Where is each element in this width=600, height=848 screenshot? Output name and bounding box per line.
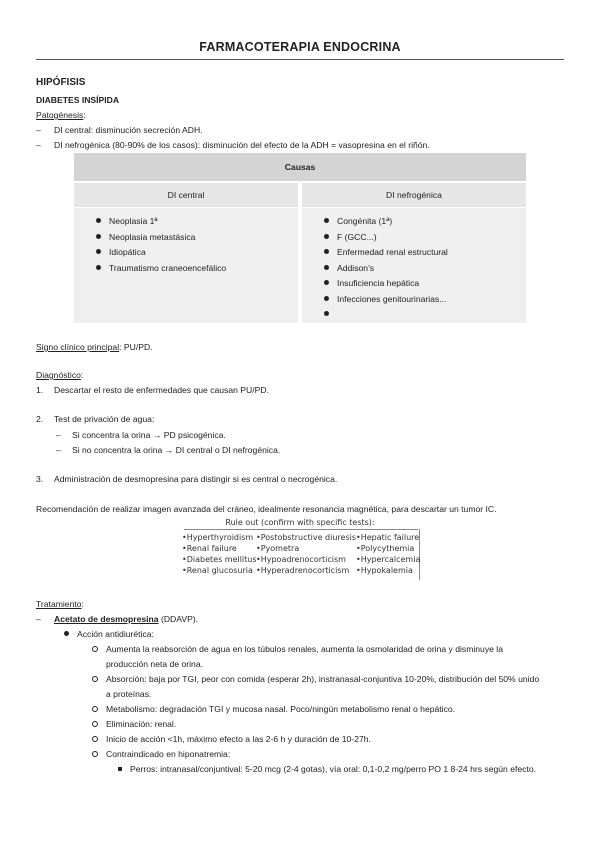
dash-marker: – xyxy=(36,140,41,150)
bullet-icon xyxy=(96,234,101,239)
section-heading: HIPÓFISIS xyxy=(36,77,86,88)
rule-out-divider xyxy=(184,529,418,530)
diagnosis-step-2: Test de privación de agua: xyxy=(54,414,155,424)
list-item xyxy=(324,276,448,292)
dose-text: Perros: intranasal/conjuntival: 5-20 mcg (2-4 gotas), vía oral: 0,1-0,2 mg/perro PO 1 8-24 hrs según efecto. xyxy=(130,764,537,774)
clinical-sign-label: Signo clínico principal xyxy=(36,342,120,352)
step-number: 3. xyxy=(36,474,44,484)
step-number: 2. xyxy=(36,414,44,424)
bullet-icon xyxy=(324,234,329,239)
list-item xyxy=(324,292,448,308)
list-item: •Hypoadrenocorticism xyxy=(256,555,346,564)
treatment-drug-line xyxy=(54,614,198,625)
dose-line xyxy=(118,764,536,775)
treatment-heading xyxy=(36,599,84,610)
circle-bullet-icon xyxy=(92,706,98,712)
cause-text: Neoplasia metastásica xyxy=(109,231,196,242)
cause-text: Insuficiencia hepática xyxy=(337,278,420,288)
list-item: •Polycythemia xyxy=(356,544,415,553)
list-item xyxy=(324,261,448,277)
circle-bullet-icon xyxy=(92,676,98,682)
list-item xyxy=(96,245,226,261)
rule-out-col-2 xyxy=(256,532,356,576)
list-item: •Hypercalcemia xyxy=(356,555,421,564)
treatment-point-cont: producción neta de orina. xyxy=(106,659,203,669)
dash-marker: – xyxy=(36,614,41,624)
cause-text: Infecciones genitourinarias... xyxy=(337,293,447,304)
causes-col-central-body xyxy=(74,208,298,323)
bullet-icon xyxy=(96,249,101,254)
pathogenesis-item: DI nefrogénica (80-90% de los casos): disminución del efecto de la ADH = vasopresina en el riñón. xyxy=(54,140,430,150)
dash-marker: – xyxy=(56,430,61,440)
dash-marker: – xyxy=(56,445,61,455)
list-item xyxy=(324,307,448,323)
cause-text: Traumatismo craneoencefálico xyxy=(109,262,227,273)
diagnosis-step-2-sub: Si no concentra la orina → DI central o DI nefrogénica. xyxy=(72,445,281,455)
treatment-point xyxy=(92,719,176,730)
list-item: •Postobstructive diuresis xyxy=(256,533,357,542)
cause-text: Neoplasia 1ª xyxy=(109,216,158,226)
action-line xyxy=(64,629,154,640)
list-item xyxy=(324,214,448,230)
cause-text: Congénita (1ª) xyxy=(337,216,393,226)
drug-name: Acetato de desmopresina xyxy=(54,614,159,624)
causes-col-nefro-body xyxy=(302,208,526,323)
treatment-label: Tratamiento xyxy=(36,599,82,609)
bullet-icon xyxy=(324,311,329,316)
causes-col-nefro-title: DI nefrogénica xyxy=(302,183,526,207)
point-text: Eliminación: renal. xyxy=(106,719,177,729)
causes-table-header: Causas xyxy=(74,153,526,181)
step-number: 1. xyxy=(36,385,44,395)
point-text: Metabolismo: degradación TGI y mucosa nasal. Poco/ningún metabolismo renal o hepático. xyxy=(106,704,456,714)
point-text: Absorción: baja por TGI, peor con comida (esperar 2h), instranasal-conjuntiva 10-20%, distribución del 50% unido xyxy=(106,674,540,684)
causes-central-list xyxy=(96,214,226,276)
pathogenesis-heading xyxy=(36,110,86,121)
action-text: Acción antidiurética: xyxy=(77,629,154,639)
causes-nefro-list xyxy=(324,214,448,323)
drug-note: (DDAVP). xyxy=(158,614,199,624)
treatment-point xyxy=(92,674,539,685)
list-item: •Diabetes mellitus xyxy=(182,555,257,564)
diagnosis-step-1: Descartar el resto de enfermedades que causan PU/PD. xyxy=(54,385,269,395)
treatment-point xyxy=(92,704,455,715)
rule-out-col-1 xyxy=(182,532,257,576)
point-text: Aumenta la reabsorción de agua en los túbulos renales, aumenta la osmolaridad de orina y disminuye la xyxy=(106,644,503,654)
clinical-sign xyxy=(36,342,153,353)
treatment-point xyxy=(92,644,503,655)
clinical-sign-value: : PU/PD. xyxy=(119,342,153,352)
cause-text: Enfermedad renal estructural xyxy=(337,247,448,257)
list-item: •Hyperthyroidism xyxy=(182,533,254,542)
causes-table xyxy=(74,153,526,323)
diagnosis-step-2-sub: Si concentra la orina → PD psicogénica. xyxy=(72,430,226,440)
causes-col-central-title: DI central xyxy=(74,183,298,207)
bullet-icon xyxy=(64,631,69,636)
pathogenesis-colon: : xyxy=(83,110,86,120)
circle-bullet-icon xyxy=(92,736,98,742)
bullet-icon xyxy=(324,280,329,285)
treatment-point xyxy=(92,749,230,760)
subsection-heading: DIABETES INSÍPIDA xyxy=(36,95,120,105)
list-item xyxy=(96,261,226,277)
diagnosis-step-3: Administración de desmopresina para distingir si es central o necrogénica. xyxy=(54,474,338,484)
title-divider xyxy=(36,59,564,60)
treatment-point xyxy=(92,734,371,745)
pathogenesis-item: DI central: disminución secreción ADH. xyxy=(54,125,203,135)
list-item xyxy=(324,245,448,261)
point-text: Contraindicado en hiponatremia: xyxy=(106,749,231,759)
treatment-colon: : xyxy=(81,599,84,609)
bullet-icon xyxy=(324,265,329,270)
rule-out-col-3 xyxy=(356,532,420,576)
list-item: •Pyometra xyxy=(256,544,300,553)
circle-bullet-icon xyxy=(92,646,98,652)
circle-bullet-icon xyxy=(92,751,98,757)
pathogenesis-label: Patogénesis xyxy=(36,110,84,120)
list-item xyxy=(96,230,226,246)
list-item: •Renal failure xyxy=(182,544,237,553)
dash-marker: – xyxy=(36,125,41,135)
cause-text: Idiopática xyxy=(109,247,146,257)
diagnosis-label: Diagnóstico xyxy=(36,370,81,380)
bullet-icon xyxy=(96,218,101,223)
list-item: •Hepatic failure xyxy=(356,533,420,542)
cause-text: F (GCC...) xyxy=(337,231,377,242)
circle-bullet-icon xyxy=(92,721,98,727)
list-item: •Hyperadrenocorticism xyxy=(256,566,350,575)
list-item xyxy=(324,230,448,246)
bullet-icon xyxy=(324,296,329,301)
bullet-icon xyxy=(324,249,329,254)
bullet-icon xyxy=(324,218,329,223)
cause-text: Addison’s xyxy=(337,262,375,273)
diagnosis-heading xyxy=(36,370,83,381)
diagnosis-colon: : xyxy=(80,370,84,380)
point-text: Inicio de acción <1h, máximo efecto a las 2-6 h y duración de 10-27h. xyxy=(106,734,371,744)
imaging-note: Recomendación de realizar imagen avanzada del cráneo, idealmente resonancia magnética, para descartar un tumor IC. xyxy=(36,504,497,514)
page-title: FARMACOTERAPIA ENDOCRINA xyxy=(199,40,401,54)
list-item: •Renal glucosuria xyxy=(182,566,253,575)
list-item: •Hypokalemia xyxy=(356,566,413,575)
list-item xyxy=(96,214,226,230)
treatment-point-cont: a proteínas. xyxy=(106,689,152,699)
rule-out-figure xyxy=(180,518,420,580)
bullet-icon xyxy=(96,265,101,270)
rule-out-title: Rule out (confirm with specific tests): xyxy=(225,518,375,527)
square-bullet-icon xyxy=(118,767,122,771)
